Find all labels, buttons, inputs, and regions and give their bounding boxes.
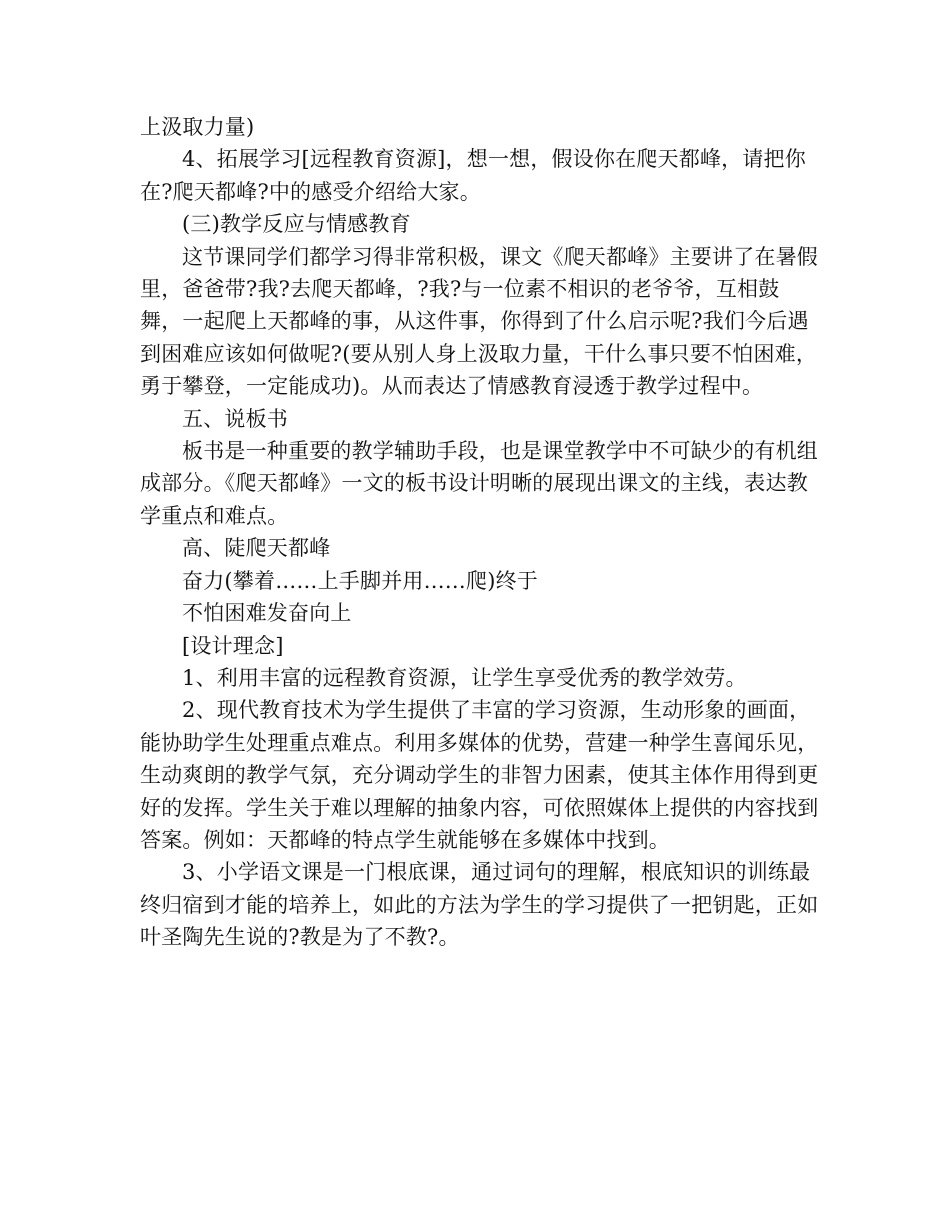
section-heading-design-concept: [设计理念] (182, 633, 284, 658)
paragraph-2: 4、拓展学习[远程教育资源]，想一想，假设你在爬天都峰，请把你在?爬天都峰?中的感受介绍给大家。 (140, 147, 806, 204)
paragraph-1: 上汲取力量) (140, 115, 255, 139)
paragraph-4: 这节课同学们都学习得非常积极，课文《爬天都峰》主要讲了在暑假里，爸爸带?我?去爬天都峰，?我?与一位素不相识的老爷爷，互相鼓舞，一起爬上天都峰的事，从这件事，你得到了什么启示呢?我们今后遇到困难应该如何做呢?(要从别人身上汲取力量，干什么事只要不怕困难，勇于攀登，一定能成功)。从而表达了情感教育浸透于教学过程中。 (140, 244, 818, 399)
paragraph-13: 3、小学语文课是一门根底课，通过词句的理解，根底知识的训练最终归宿到才能的培养上，如此的方法为学生的学习提供了一把钥匙，正如叶圣陶先生说的?教是为了不教?。 (140, 860, 819, 950)
section-heading-blackboard: 五、说板书 (182, 406, 288, 431)
document-body (140, 111, 820, 954)
paragraph-12: 2、现代教育技术为学生提供了丰富的学习资源，生动形象的画面，能协助学生处理重点难点。利用多媒体的优势，营建一种学生喜闻乐见，生动爽朗的教学气氛，充分调动学生的非智力困素，使其主体作用得到更好的发挥。学生关于难以理解的抽象内容，可依照媒体上提供的内容找到答案。例如：天都峰的特点学生就能够在多媒体中找到。 (140, 698, 819, 852)
blackboard-line-2: 奋力(攀着……上手脚并用……爬)终于 (182, 568, 538, 593)
section-heading-teaching-feedback: (三)教学反应与情感教育 (182, 212, 411, 237)
paragraph-6: 板书是一种重要的教学辅助手段，也是课堂教学中不可缺少的有机组成部分。《爬天都峰》一文的板书设计明晰的展现出课文的主线，表达教学重点和难点。 (140, 439, 818, 528)
blackboard-line-3: 不怕困难发奋向上 (182, 601, 352, 626)
paragraph-11: 1、利用丰富的远程教育资源，让学生享受优秀的教学效劳。 (182, 665, 747, 690)
blackboard-line-1: 高、陡爬天都峰 (182, 536, 331, 561)
